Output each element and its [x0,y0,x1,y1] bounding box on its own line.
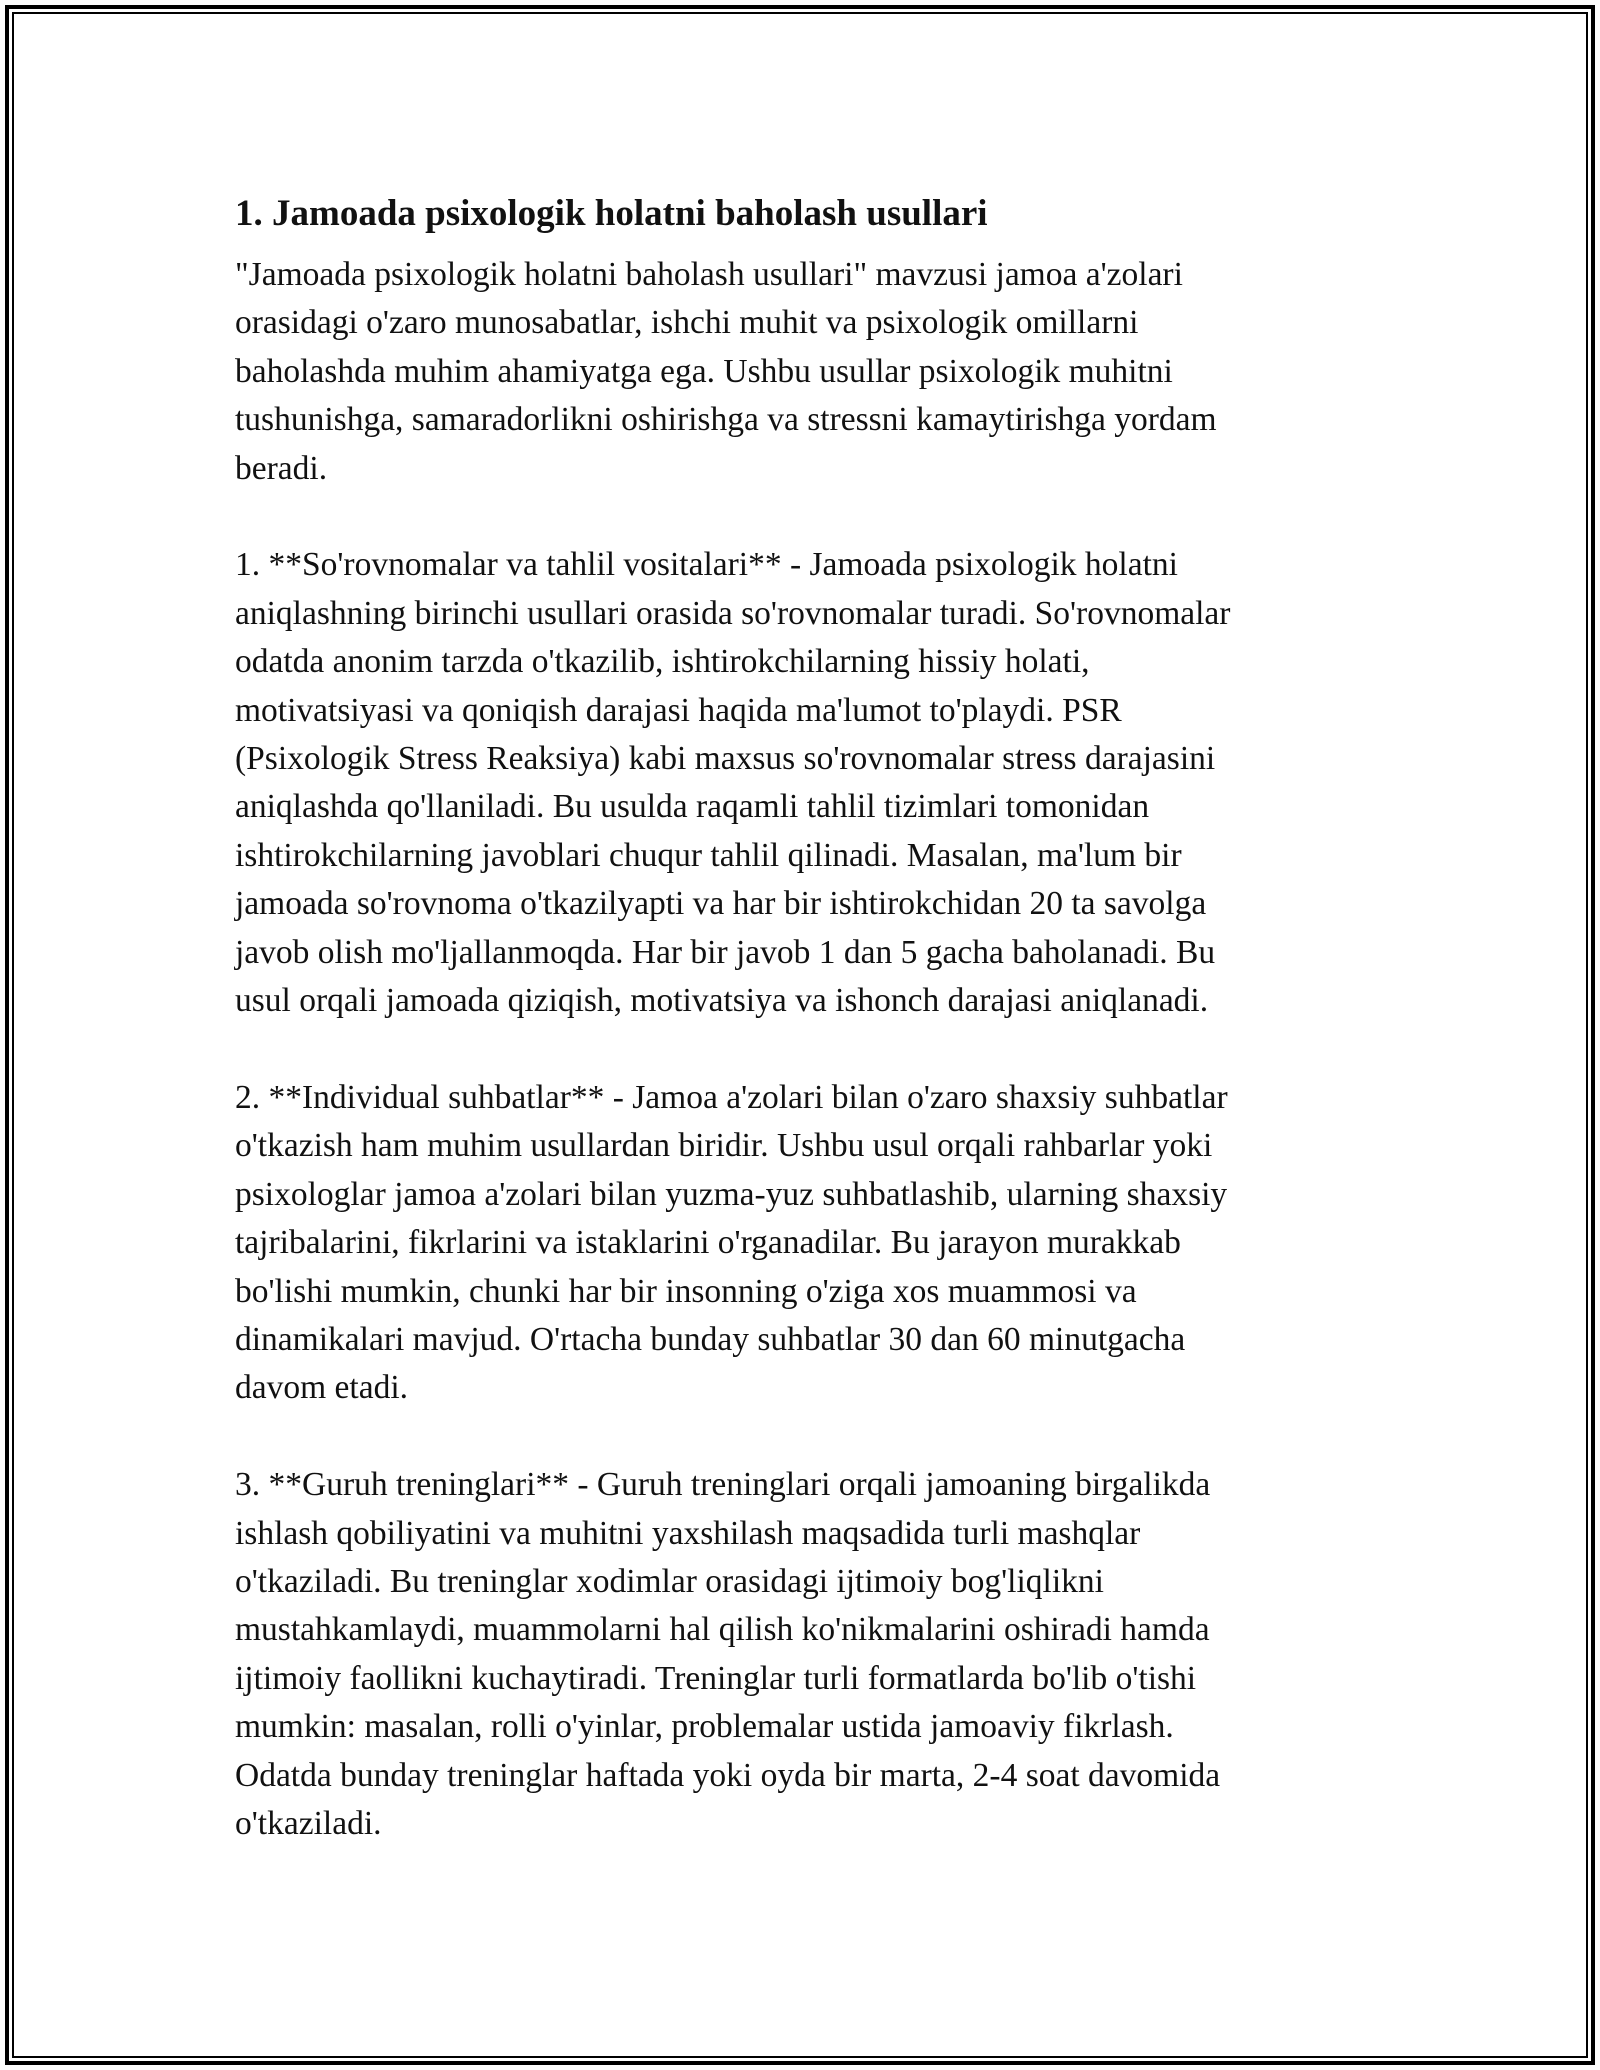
text-line: dinamikalari mavjud. O'rtacha bunday suhbatlar 30 dan 60 minutgacha [235,1320,1186,1358]
text-line: o'tkazish ham muhim usullardan biridir. Ushbu usul orqali rahbarlar yoki [235,1127,1213,1165]
text-line: mustahkamlaydi, muammolarni hal qilish ko'nikmalarini oshiradi hamda [235,1611,1210,1649]
text-line: davom etadi. [235,1369,409,1407]
text-line: beradi. [235,449,328,487]
text-line: tushunishga, samaradorlikni oshirishga va stressni kamaytirishga yordam [235,401,1217,439]
text-line: Odatda bunday treninglar haftada yoki oyda bir marta, 2-4 soat davomida [235,1756,1221,1794]
intro-paragraph [235,251,1365,493]
surveys-paragraph [235,541,1365,1025]
text-line: aniqlashning birinchi usullari orasida so'rovnomalar turadi. So'rovnomalar [235,594,1231,632]
text-line: o'tkaziladi. [235,1804,382,1842]
paragraph-list [235,251,1365,1848]
text-line: o'tkaziladi. Bu treninglar xodimlar orasidagi ijtimoiy bog'liqlikni [235,1562,1104,1600]
text-line: javob olish mo'ljallanmoqda. Har bir javob 1 dan 5 gacha baholanadi. Bu [235,933,1216,971]
text-line: aniqlashda qo'llaniladi. Bu usulda raqamli tahlil tizimlari tomonidan [235,788,1150,826]
interviews-paragraph [235,1074,1365,1413]
text-line: psixologlar jamoa a'zolari bilan yuzma-yuz suhbatlashib, ularning shaxsiy [235,1175,1228,1213]
trainings-paragraph [235,1461,1365,1848]
text-line: 2. **Individual suhbatlar** - Jamoa a'zolari bilan o'zaro shaxsiy suhbatlar [235,1078,1228,1116]
text-line: (Psixologik Stress Reaksiya) kabi maxsus so'rovnomalar stress darajasini [235,740,1216,778]
document-title: 1. Jamoada psixologik holatni baholash usullari [235,193,988,234]
text-line: ishlash qobiliyatini va muhitni yaxshilash maqsadida turli mashqlar [235,1514,1141,1552]
text-line: ishtirokchilarning javoblari chuqur tahlil qilinadi. Masalan, ma'lum bir [235,836,1182,874]
text-line: motivatsiyasi va qoniqish darajasi haqida ma'lumot to'playdi. PSR [235,691,1122,729]
text-line: mumkin: masalan, rolli o'yinlar, problemalar ustida jamoaviy fikrlash. [235,1708,1174,1746]
text-line: tajribalarini, fikrlarini va istaklarini o'rganadilar. Bu jarayon murakkab [235,1224,1181,1262]
text-line: odatda anonim tarzda o'tkazilib, ishtirokchilarning hissiy holati, [235,643,1090,681]
text-line: bo'lishi mumkin, chunki har bir insonning o'ziga xos muammosi va [235,1272,1137,1310]
text-line: "Jamoada psixologik holatni baholash usullari" mavzusi jamoa a'zolari [235,256,1183,293]
text-line: 1. **So'rovnomalar va tahlil vositalari** - Jamoada psixologik holatni [235,546,1178,584]
text-line: usul orqali jamoada qiziqish, motivatsiya va ishonch darajasi aniqlanadi. [235,982,1209,1020]
text-line: jamoada so'rovnoma o'tkazilyapti va har bir ishtirokchidan 20 ta savolga [235,885,1207,923]
document-body [235,186,1365,1848]
text-line: ijtimoiy faollikni kuchaytiradi. Treninglar turli formatlarda bo'lib o'tishi [235,1659,1197,1697]
text-line: 3. **Guruh treninglari** - Guruh treninglari orqali jamoaning birgalikda [235,1466,1211,1504]
text-line: orasidagi o'zaro munosabatlar, ishchi muhit va psixologik omillarni [235,304,1139,342]
text-line: baholashda muhim ahamiyatga ega. Ushbu usullar psixologik muhitni [235,352,1173,390]
